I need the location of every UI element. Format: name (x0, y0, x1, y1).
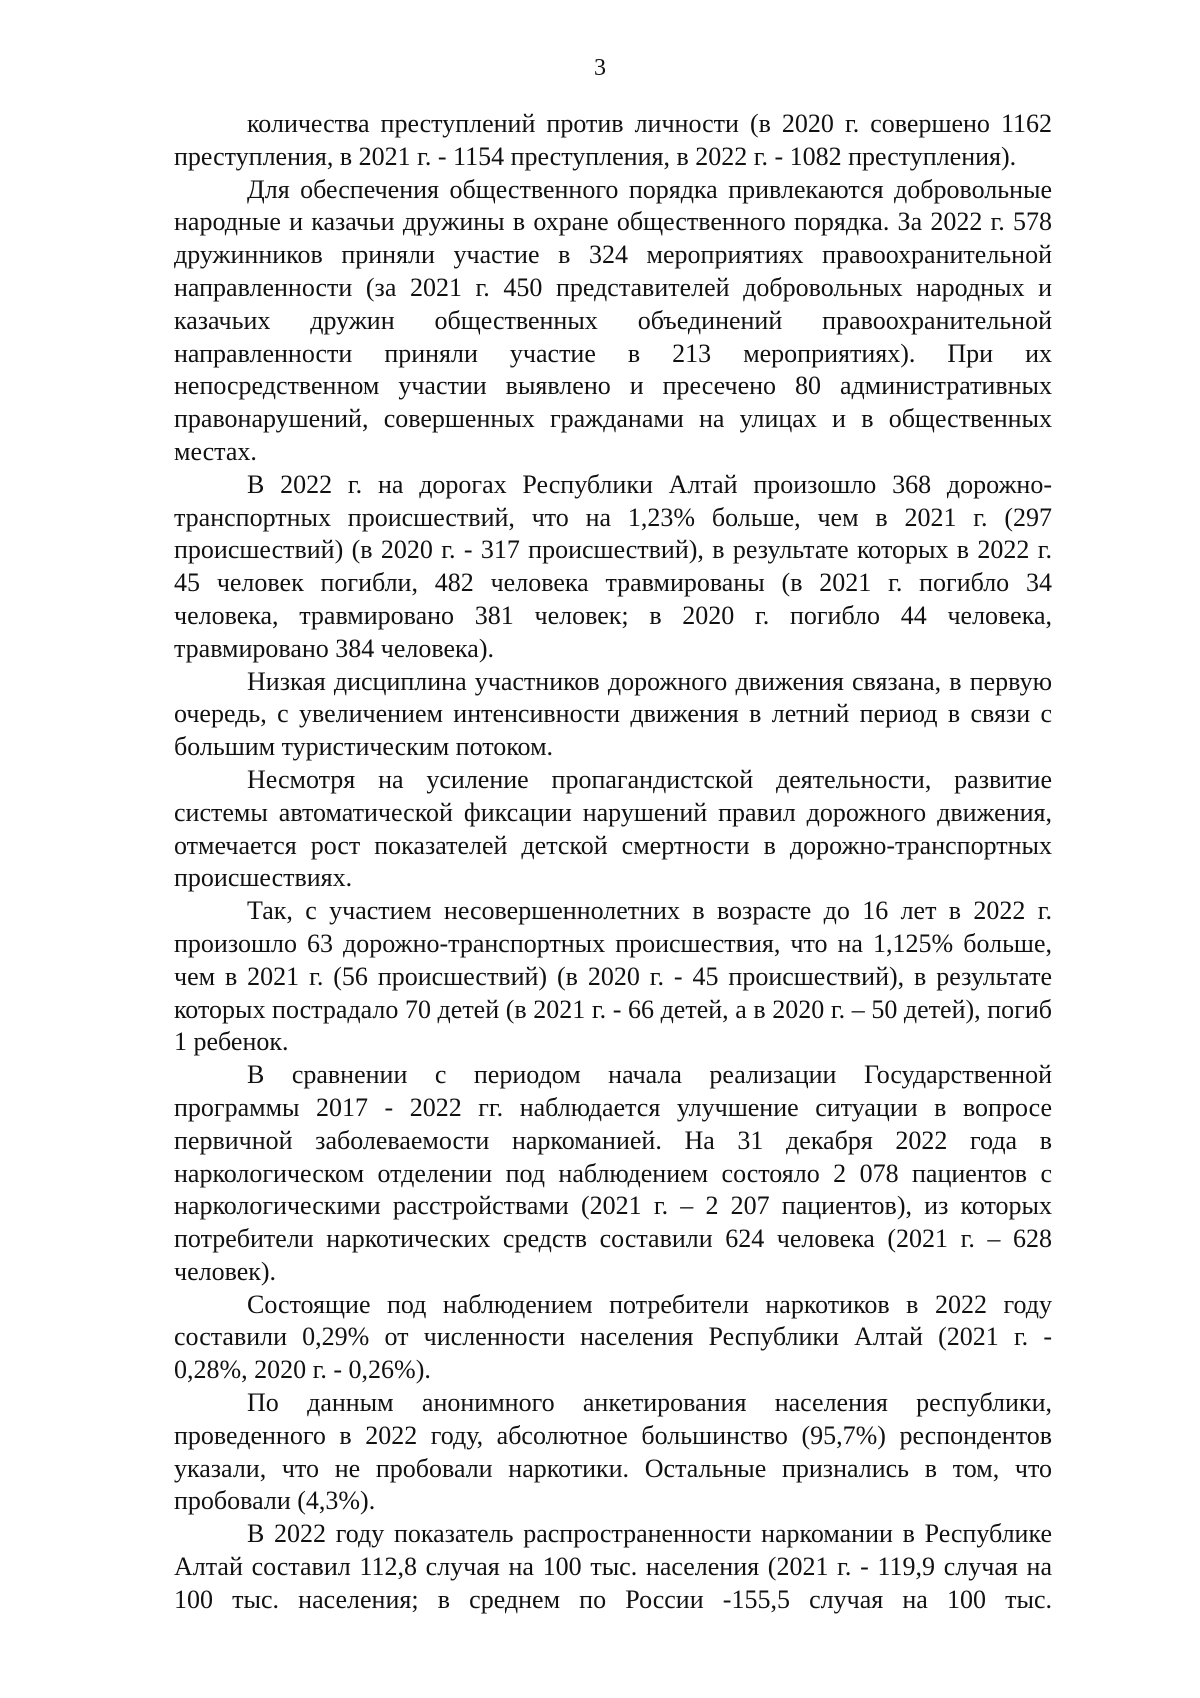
paragraph-drug-users-share: Состоящие под наблюдением потребители наркотиков в 2022 году составили 0,29% от численности населения Республики Алтай (2021 г. - 0,28%, 2020 г. - 0,26%). (174, 1289, 1052, 1385)
paragraph-road-accidents: В 2022 г. на дорогах Республики Алтай произошло 368 дорожно-транспортных происшествий, что на 1,23% больше, чем в 2021 г. (297 происшествий) (в 2020 г. - 317 происшествий), в результате которых в 2022 г. 45 человек погибли, 482 человека травмированы (в 2021 г. погибло 34 человека, травмировано 381 человек; в 2020 г. погибло 44 человека, травмировано 384 человека). (174, 469, 1052, 663)
document-body (174, 108, 1052, 1617)
paragraph-minors-accidents: Так, с участием несовершеннолетних в возрасте до 16 лет в 2022 г. произошло 63 дорожно-транспортных происшествия, что на 1,125% больше, чем в 2021 г. (56 происшествий) (в 2020 г. - 45 происшествий), в результате которых пострадало 70 детей (в 2021 г. - 66 детей, а в 2020 г. – 50 детей), погиб 1 ребенок. (174, 896, 1052, 1057)
paragraph-prevalence-rate: В 2022 году показатель распространенности наркомании в Республике Алтай составил 112,8 случая на 100 тыс. населения (2021 г. - 119,9 случая на 100 тыс. населения; в среднем по России -155,5 случая на 100 тыс. (174, 1519, 1052, 1614)
paragraph-traffic-discipline: Низкая дисциплина участников дорожного движения связана, в первую очередь, с увеличением интенсивности движения в летний период в связи с большим туристическим потоком. (174, 666, 1052, 762)
paragraph-child-mortality: Несмотря на усиление пропагандистской деятельности, развитие системы автоматической фиксации нарушений правил дорожного движения, отмечается рост показателей детской смертности в дорожно-транспортных происшествиях. (174, 764, 1052, 893)
paragraph-survey-results: По данным анонимного анкетирования населения республики, проведенного в 2022 году, абсолютное большинство (95,7%) респондентов указали, что не пробовали наркотики. Остальные признались в том, что пробовали (4,3%). (174, 1388, 1052, 1516)
page-number: 3 (594, 55, 606, 81)
paragraph-drug-addiction-incidence: В сравнении с периодом начала реализации Государственной программы 2017 - 2022 гг. наблюдается улучшение ситуации в вопросе первичной заболеваемости наркоманией. На 31 декабря 2022 года в наркологическом отделении под наблюдением состояло 2 078 пациентов с наркологическими расстройствами (2021 г. – 2 207 пациентов), из которых потребители наркотических средств составили 624 человека (2021 г. – 628 человек). (174, 1060, 1052, 1286)
paragraph-public-order-squads: Для обеспечения общественного порядка привлекаются добровольные народные и казачьи дружины в охране общественного порядка. За 2022 г. 578 дружинников приняли участие в 324 мероприятиях правоохранительной направленности (за 2021 г. 450 представителей добровольных народных и казачьих дружин общественных объединений правоохранительной направленности приняли участие в 213 мероприятиях). При их непосредственном участии выявлено и пресечено 80 административных правонарушений, совершенных гражданами на улицах и в общественных местах. (174, 174, 1052, 466)
paragraph-crimes-against-person: количества преступлений против личности (в 2020 г. совершено 1162 преступления, в 2021 г. - 1154 преступления, в 2022 г. - 1082 преступления). (174, 109, 1052, 171)
